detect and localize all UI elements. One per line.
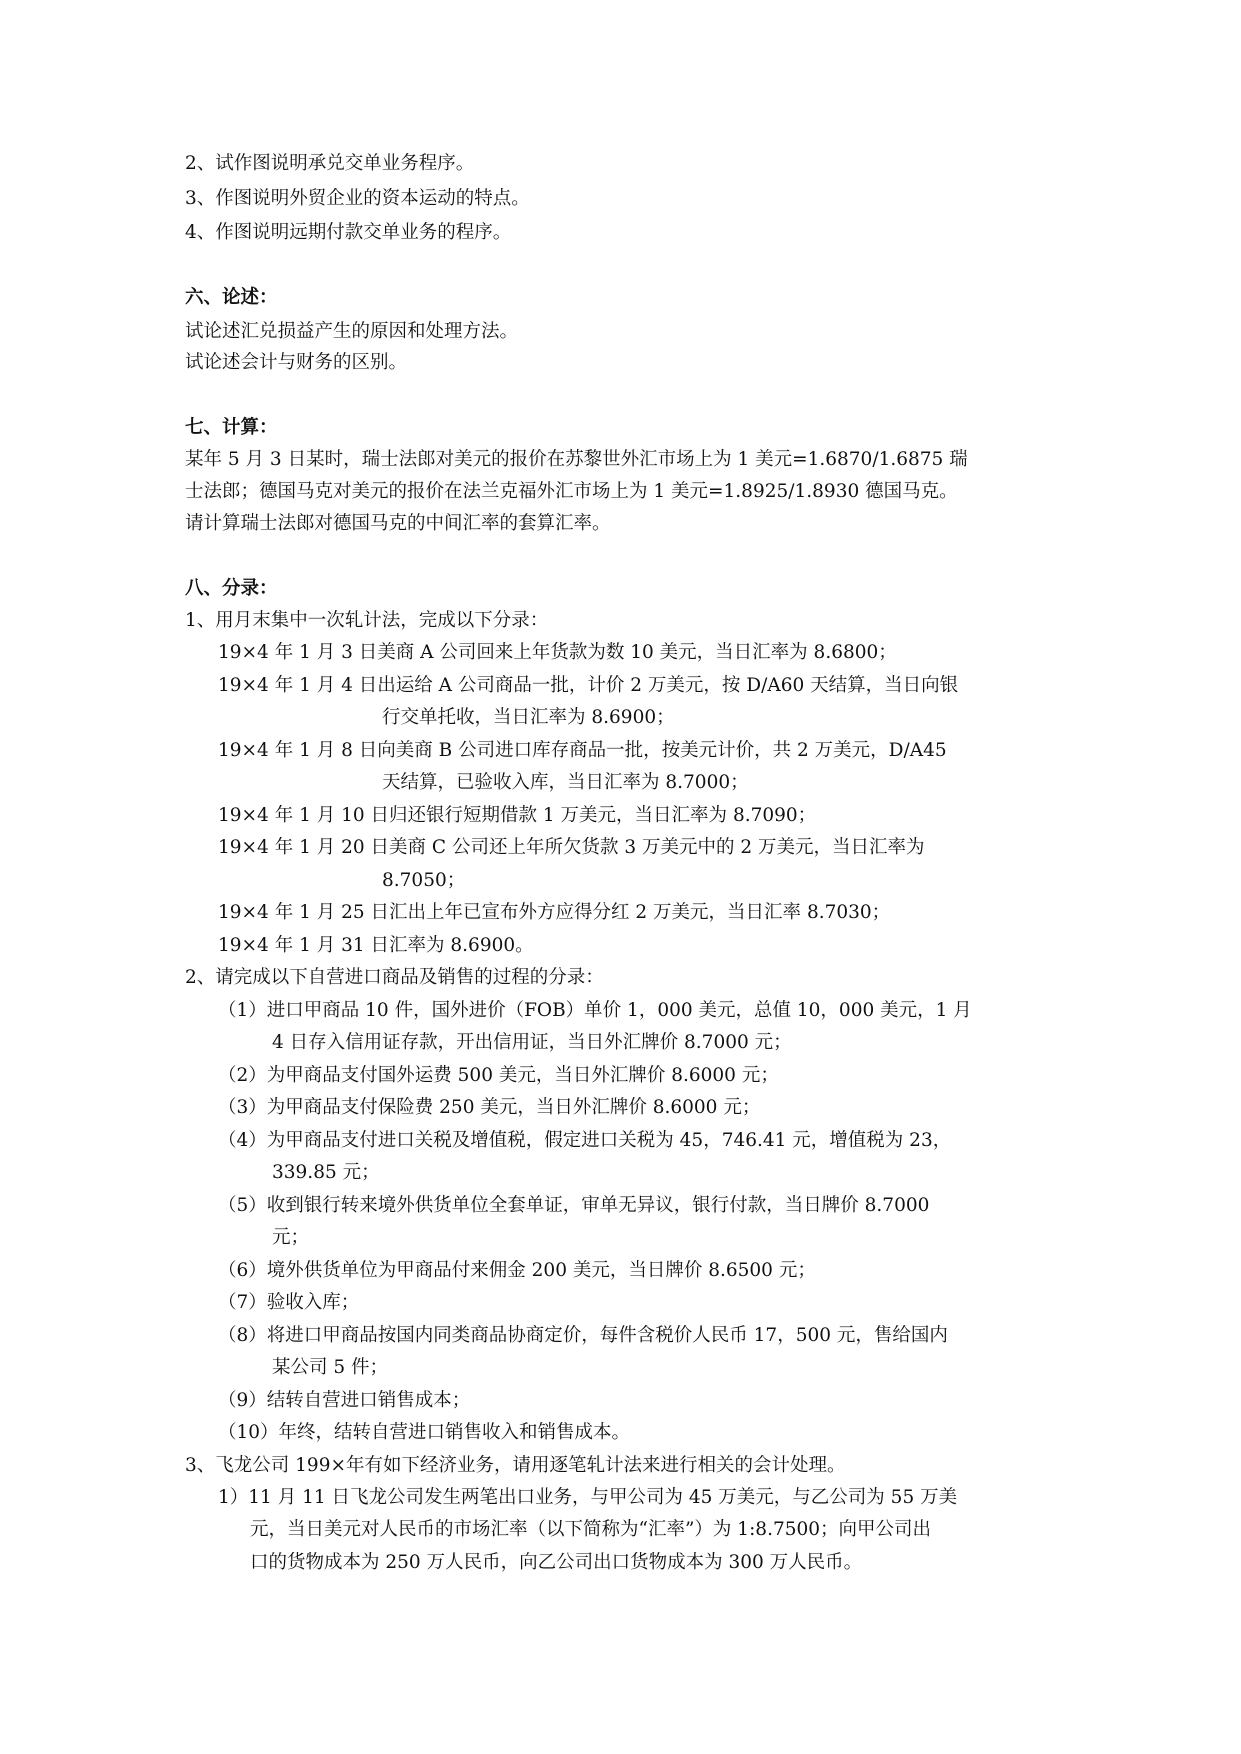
entry-continuation: 4 日存入信用证存款，开出信用证，当日外汇牌价 8.7000 元；: [272, 1032, 792, 1053]
paragraph-line: 请计算瑞士法郎对德国马克的中间汇率的套算汇率。: [185, 513, 611, 534]
list-item: 3、作图说明外贸企业的资本运动的特点。: [185, 188, 530, 209]
list-item: 4、作图说明远期付款交单业务的程序。: [185, 222, 512, 243]
entry-continuation: 339.85 元；: [272, 1162, 380, 1183]
entry-line: （3）为甲商品支付保险费 250 美元，当日外汇牌价 8.6000 元；: [218, 1097, 761, 1118]
entry-line: 19×4 年 1 月 31 日汇率为 8.6900。: [218, 935, 534, 956]
entry-line: 19×4 年 1 月 4 日出运给 A 公司商品一批，计价 2 万美元，按 D/A60 天结算，当日向银: [218, 675, 959, 696]
entry-line: 19×4 年 1 月 3 日美商 A 公司回来上年货款为数 10 美元，当日汇率为 8.6800；: [218, 642, 897, 663]
paragraph-line: 某年 5 月 3 日某时，瑞士法郎对美元的报价在苏黎世外汇市场上为 1 美元=1.6870/1.6875 瑞: [185, 449, 968, 470]
entry-continuation: 8.7050；: [382, 870, 466, 891]
entry-line: （8）将进口甲商品按国内同类商品协商定价，每件含税价人民币 17，500 元，售给国内: [218, 1325, 948, 1346]
entry-line: （5）收到银行转来境外供货单位全套单证，审单无异议，银行付款，当日牌价 8.7000: [218, 1195, 930, 1216]
entry-continuation: 行交单托收，当日汇率为 8.6900；: [382, 707, 675, 728]
entry-line: （1）进口甲商品 10 件，国外进价（FOB）单价 1，000 美元，总值 10，000 美元，1 月: [218, 1000, 972, 1021]
entry-continuation: 天结算，已验收入库，当日汇率为 8.7000；: [382, 772, 749, 793]
entry-continuation: 口的货物成本为 250 万人民币，向乙公司出口货物成本为 300 万人民币。: [250, 1552, 863, 1573]
question-title: 2、请完成以下自营进口商品及销售的过程的分录：: [185, 967, 604, 988]
entry-line: （6）境外供货单位为甲商品付来佣金 200 美元，当日牌价 8.6500 元；: [218, 1260, 816, 1281]
section-heading: 六、论述：: [185, 287, 278, 308]
paragraph-line: 试论述汇兑损益产生的原因和处理方法。: [185, 321, 519, 342]
entry-line: （10）年终，结转自营进口销售收入和销售成本。: [218, 1422, 631, 1443]
question-title: 3、飞龙公司 199×年有如下经济业务，请用逐笔轧计法来进行相关的会计处理。: [185, 1455, 846, 1476]
paragraph-line: 士法郎；德国马克对美元的报价在法兰克福外汇市场上为 1 美元=1.8925/1.8930 德国马克。: [185, 481, 958, 502]
entry-line: 1）11 月 11 日飞龙公司发生两笔出口业务，与甲公司为 45 万美元，与乙公司为 55 万美: [218, 1487, 958, 1508]
question-title: 1、用月末集中一次轧计法，完成以下分录：: [185, 610, 549, 631]
entry-line: 19×4 年 1 月 10 日归还银行短期借款 1 万美元，当日汇率为 8.7090；: [218, 805, 817, 826]
paragraph-line: 试论述会计与财务的区别。: [185, 352, 408, 373]
entry-line: 19×4 年 1 月 25 日汇出上年已宣布外方应得分红 2 万美元，当日汇率 8.7030；: [218, 902, 891, 923]
entry-line: 19×4 年 1 月 8 日向美商 B 公司进口库存商品一批，按美元计价，共 2 万美元，D/A45: [218, 740, 947, 761]
entry-line: （9）结转自营进口销售成本；: [218, 1390, 471, 1411]
entry-line: （2）为甲商品支付国外运费 500 美元，当日外汇牌价 8.6000 元；: [218, 1065, 779, 1086]
entry-continuation: 某公司 5 件；: [272, 1357, 389, 1378]
entry-line: （4）为甲商品支付进口关税及增值税，假定进口关税为 45，746.41 元，增值税为 23，: [218, 1130, 952, 1151]
entry-continuation: 元；: [272, 1227, 310, 1248]
entry-line: 19×4 年 1 月 20 日美商 C 公司还上年所欠货款 3 万美元中的 2 万美元，当日汇率为: [218, 837, 925, 858]
list-item: 2、试作图说明承兑交单业务程序。: [185, 153, 475, 174]
section-heading: 八、分录：: [185, 578, 278, 599]
entry-line: （7）验收入库；: [218, 1292, 360, 1313]
entry-continuation: 元，当日美元对人民币的市场汇率（以下简称为“汇率”）为 1:8.7500；向甲公司出: [250, 1519, 932, 1540]
section-heading: 七、计算：: [185, 417, 278, 438]
